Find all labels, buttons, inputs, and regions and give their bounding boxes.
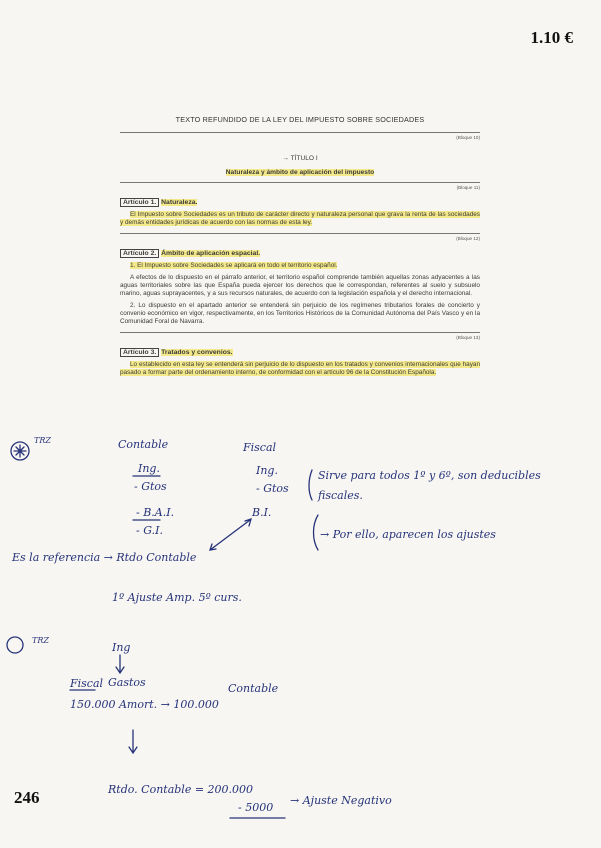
divider [120,233,480,234]
arrow-down-icon [116,655,124,673]
article-1-paragraph: El Impuesto sobre Sociedades es un tributo de carácter directo y naturaleza personal que grava la renta de las sociedades y demás entidades jurídicas de acuerdo con las normas de esta ley. [120,211,480,226]
adjust-note: 1º Ajuste Amp. 5º curs. [112,591,242,604]
contable-header: Contable [118,438,169,451]
article-2-paragraph-3: 2. Lo dispuesto en el apartado anterior se entenderá sin perjuicio de los regímenes tributarios forales de concierto y convenio económico en vigor, respectivamente, en los Territorios Históricos de la Comunidad Autónoma del País Vasco y en la Comunidad Foral de Navarra. [120,302,480,325]
side-note-1: Sirve para todos 1º y 6º, son deducibles fiscales. [318,469,541,502]
flow-mid: Gastos [108,676,146,689]
divider [120,182,480,183]
contable-line: - Gtos [134,480,167,493]
result-sub: - 5000 [238,801,274,814]
article-3-heading [120,349,480,357]
note-1-marker: TRZ [34,436,51,445]
bloque-label: (Bloque 13) [456,335,480,340]
price-label: 1.10 € [530,28,573,47]
asterisk-icon [14,445,26,457]
article-2-heading [120,250,480,258]
article-3-paragraph: Lo establecido en esta ley se entenderá sin perjuicio de lo dispuesto en los tratados y convenios internacionales que hayan pasado a formar parte del ordenamiento interno, de conformidad con el artículo 96 de la Constitución Española. [120,361,480,376]
article-2-paragraph-2: A efectos de lo dispuesto en el párrafo anterior, el territorio español comprende también aquellas zonas adyacentes a las aguas territoriales sobre las que España pueda ejercer los derechos que le correspondan, referentes al suelo y subsuelo marino, aguas suprayacentes, y a sus recursos naturales, de acuerdo con la legislación española y el derecho internacional. [120,274,480,297]
document-title: TEXTO REFUNDIDO DE LA LEY DEL IMPUESTO SOBRE SOCIEDADES [175,115,425,124]
article-title: Tratados y convenios. [161,349,233,356]
note-2-marker: TRZ [32,636,49,645]
flow-contable: Contable [228,682,279,695]
article-title: Naturaleza. [161,199,198,206]
page-number: 246 [14,788,40,807]
bracket [309,470,312,500]
contable-line: - G.I. [136,524,163,537]
flow-top: Ing [112,641,131,654]
flow-line: 150.000 Amort. → 100.000 [70,698,219,711]
result-note: → Ajuste Negativo [290,794,392,807]
article-label: Artículo 2. [120,249,159,258]
note-circle-icon [7,637,23,653]
titulo-label: → TÍTULO I [282,155,318,162]
fiscal-line: Ing. [256,464,278,477]
law-excerpt [120,116,480,377]
contable-line: - B.A.I. [136,506,175,519]
bloque-label: (Bloque 11) [456,185,480,190]
asterisk-circle-icon [11,442,29,460]
left-note: Es la referencia → Rtdo Contable [12,551,197,564]
divider [120,132,480,133]
article-1-heading [120,199,480,207]
contable-line: Ing. [138,462,160,475]
article-2-paragraph-1: 1. El Impuesto sobre Sociedades se aplicará en todo el territorio español. [130,262,338,269]
titulo-heading: Naturaleza y ámbito de aplicación del impuesto [225,169,375,176]
bloque-label: (Bloque 12) [456,236,480,241]
bloque-label: (Bloque 10) [456,135,480,140]
fiscal-header: Fiscal [243,441,277,454]
bracket [314,515,319,550]
side-note-2: → Por ello, aparecen los ajustes [320,528,496,541]
double-arrow-icon [210,519,251,550]
fiscal-bottom: B.I. [252,506,272,519]
arrow-down-icon [129,730,137,753]
article-title: Ámbito de aplicación espacial. [161,250,261,257]
fiscal-line: - Gtos [256,482,289,495]
article-label: Artículo 3. [120,348,159,357]
result-line: Rtdo. Contable = 200.000 [108,783,254,796]
article-label: Artículo 1. [120,198,159,207]
divider [120,332,480,333]
flow-fiscal: Fiscal [70,677,104,690]
